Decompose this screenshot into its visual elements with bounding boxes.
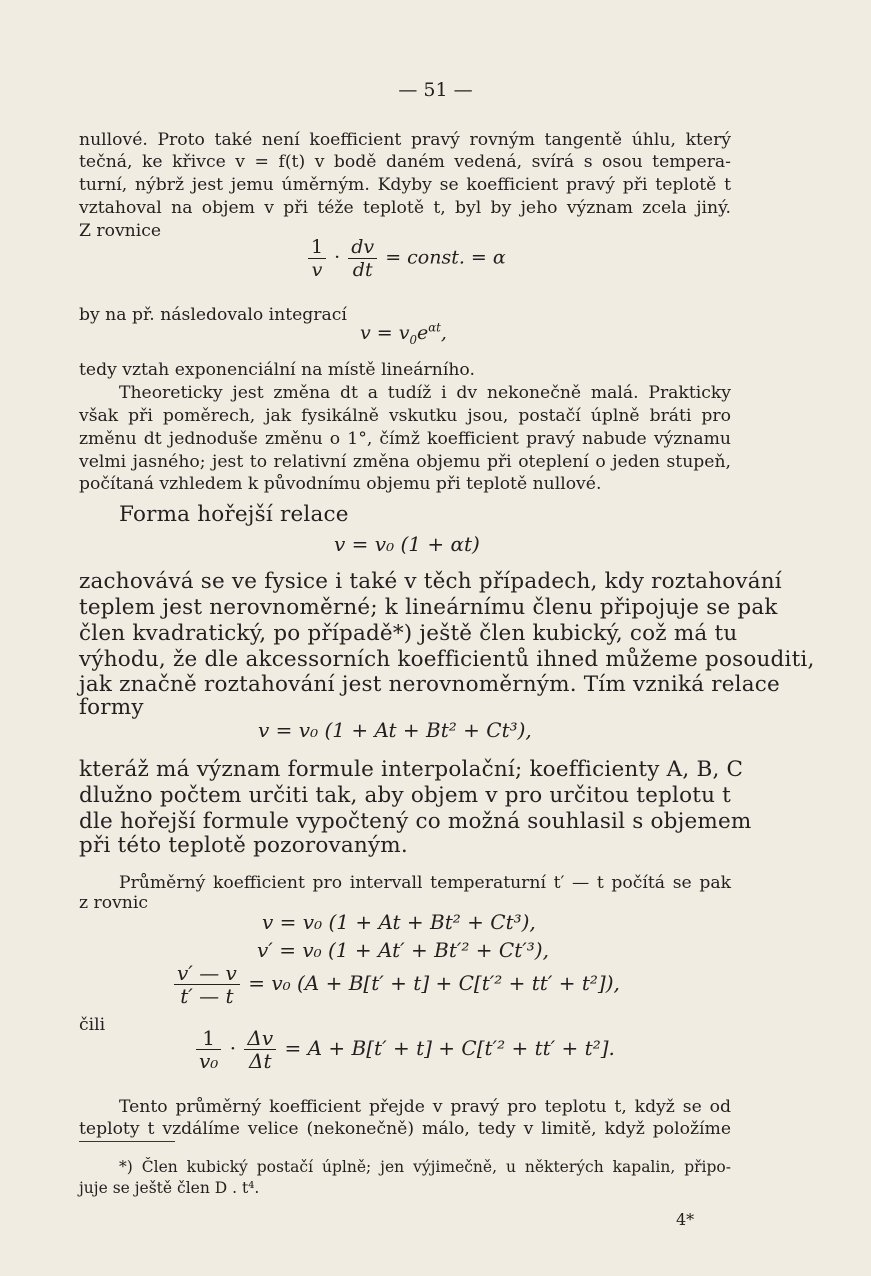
text-line: Theoreticky jest změna dt a tudíž i dv nekonečně malá. Prakticky (119, 383, 731, 403)
equation-v-prime: v′ = v₀ (1 + At′ + Bt′² + Ct′³), (257, 938, 549, 962)
text-line: teploty t vzdálíme velice (nekonečně) málo, tedy v limitě, když položíme (79, 1119, 731, 1139)
text-line: kteráž má význam formule interpolační; koefficienty A, B, C (79, 757, 744, 782)
text-line: tedy vztah exponenciální na místě lineárního. (79, 360, 475, 380)
equation-interpolation: v = v₀ (1 + At + Bt² + Ct³), (258, 718, 532, 742)
page-number: — 51 — (398, 79, 473, 101)
text-line: nullové. Proto také není koefficient pravý rovným tangentě úhlu, který (79, 130, 731, 150)
text-line: turní, nýbrž jest jemu úměrným. Kdyby se koefficient pravý při teplotě t (79, 175, 731, 195)
text-line: Forma hořejší relace (119, 502, 349, 527)
equation-linear: v = v₀ (1 + αt) (334, 532, 480, 556)
text-line: dlužno počtem určiti tak, aby objem v pro určitou teplotu t (79, 783, 732, 808)
text-line: čili (79, 1015, 106, 1035)
text-line: počítaná vzhledem k původnímu objemu při teplotě nullové. (79, 474, 602, 494)
text-line: člen kvadratický, po případě*) ještě člen kubický, což má tu (79, 621, 738, 646)
text-line: velmi jasného; jest to relativní změna objemu při oteplení o jeden stupeň, (79, 452, 731, 472)
text-line: však při poměrech, jak fysikálně vskutku jsou, postačí úplně bráti pro (79, 406, 731, 426)
equation-differential: $\frac{1}{v}$ · $\frac{dv}{dt}$ = const. = α (306, 236, 506, 281)
equation-exponential: $v = v_0e^{\alpha t}$, (360, 320, 447, 347)
text-line: tečná, ke křivce v = f(t) v bodě daném vedená, svírá s osou tempera- (79, 152, 731, 172)
text-line: Průměrný koefficient pro intervall temperaturní t′ — t počítá se pak (119, 873, 731, 893)
text-line: při této teplotě pozorovaným. (79, 833, 408, 858)
text-line: Tento průměrný koefficient přejde v pravý pro teplotu t, když se od (119, 1097, 731, 1117)
footnote-line: *) Člen kubický postačí úplně; jen výjimečně, u některých kapalin, připo- (119, 1158, 731, 1176)
text-line: formy (79, 695, 144, 720)
text-line: teplem jest nerovnoměrné; k lineárnímu členu připojuje se pak (79, 595, 778, 620)
text-line: zachovává se ve fysice i také v těch případech, kdy roztahování (79, 569, 782, 594)
text-line: vztahoval na objem v při téže teplotě t, byl by jeho význam zcela jiný. (79, 198, 731, 218)
equation-difference-quotient: $\frac{v' — v}{t' — t}$ = v₀ (A + B[t′ + t] + C[t′² + tt′ + t²]), (172, 962, 620, 1007)
text-line: Z rovnice (79, 221, 162, 241)
text-line: výhodu, že dle akcessorních koefficientů ihned můžeme posouditi, (79, 647, 815, 672)
printer-signature: 4* (676, 1210, 695, 1229)
text-line: jak značně roztahování jest nerovnoměrným. Tím vzniká relace (79, 672, 780, 697)
equation-mean-coefficient: $\frac{1}{\text{v₀}}$ · $\frac{\Delta v}{\Delta t}$ = A + B[t′ + t] + C[t′² + tt′ + t²]. (194, 1027, 615, 1072)
text-line: dle hořejší formule vypočtený co možná souhlasil s objemem (79, 809, 752, 834)
text-line: z rovnic (79, 893, 148, 913)
equation-v: v = v₀ (1 + At + Bt² + Ct³), (262, 910, 536, 934)
text-line: změnu dt jednoduše změnu o 1°, čímž koefficient pravý nabude významu (79, 429, 731, 449)
footnote-divider (79, 1141, 175, 1142)
footnote-line: juje se ještě člen D . t⁴. (79, 1179, 260, 1197)
text-line: by na př. následovalo integrací (79, 305, 347, 325)
